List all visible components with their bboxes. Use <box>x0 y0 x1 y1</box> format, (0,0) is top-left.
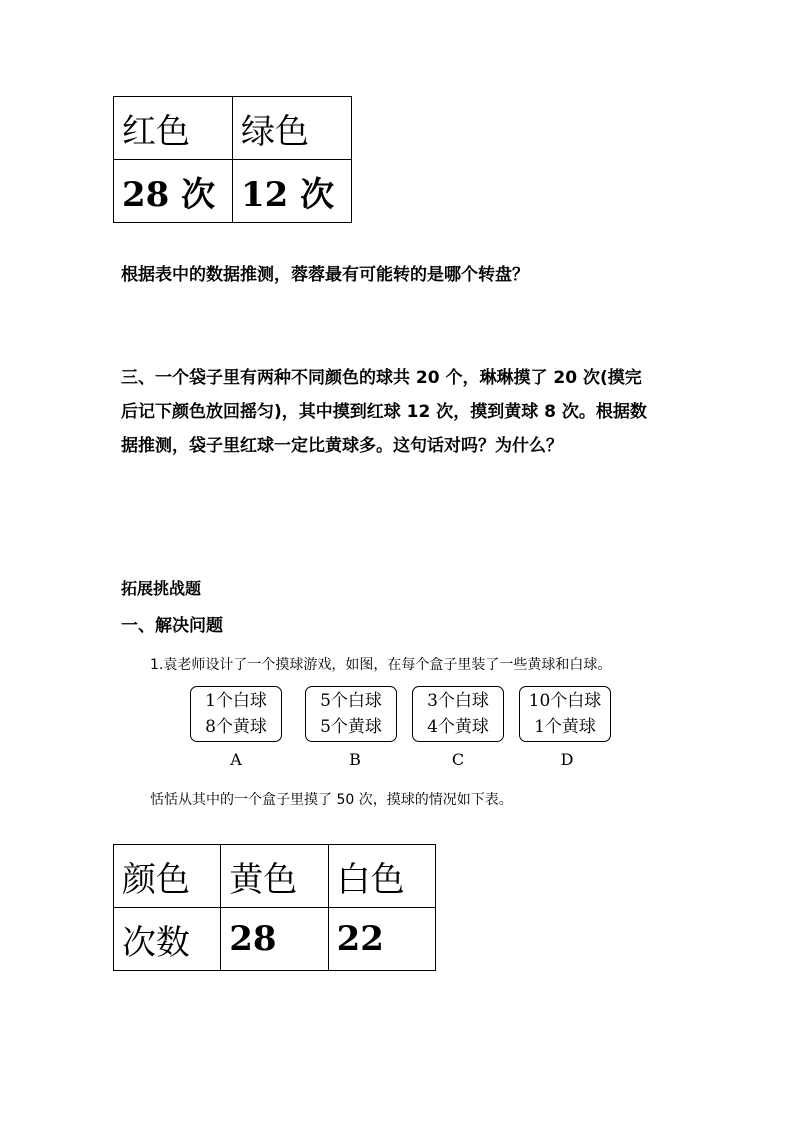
box-label: B <box>349 750 361 769</box>
box-white-count: 5个白球 <box>320 691 382 711</box>
box-yellow-count: 8个黄球 <box>205 717 267 737</box>
question-three <box>121 361 681 463</box>
table-cell-yellow-count: 28 <box>221 908 328 971</box>
question-spinner: 根据表中的数据推测，蓉蓉最有可能转的是哪个转盘？ <box>121 265 529 285</box>
box-yellow-count: 5个黄球 <box>320 717 382 737</box>
spinner-result-table <box>113 96 352 223</box>
box-label: D <box>560 750 574 769</box>
box-yellow-count: 1个黄球 <box>534 717 596 737</box>
box-yellow-count: 4个黄球 <box>427 717 489 737</box>
table-cell-color-header: 颜色 <box>114 845 221 908</box>
box-label: C <box>451 750 465 769</box>
ball-box-a <box>190 686 282 742</box>
table-cell-white-count: 22 <box>328 908 435 971</box>
table-cell-red-header: 红色 <box>114 97 233 160</box>
table-cell-white-header: 白色 <box>328 845 435 908</box>
box-white-count: 3个白球 <box>427 691 489 711</box>
section-heading: 一、解决问题 <box>121 616 223 636</box>
box-white-count: 10个白球 <box>528 691 602 711</box>
ball-box-b <box>305 686 397 742</box>
problem-text: 1.袁老师设计了一个摸球游戏，如图，在每个盒子里装了一些黄球和白球。 <box>150 657 612 673</box>
table-row <box>114 845 436 908</box>
table-row <box>114 160 352 223</box>
followup-text: 恬恬从其中的一个盒子里摸了 50 次，摸球的情况如下表。 <box>150 792 513 808</box>
table-cell-yellow-header: 黄色 <box>221 845 328 908</box>
ball-box-d <box>519 686 611 742</box>
table-cell-count-label: 次数 <box>114 908 221 971</box>
table-cell-red-count: 28 次 <box>114 160 233 223</box>
box-label: A <box>230 750 242 769</box>
question-three-line: 据推测，袋子里红球一定比黄球多。这句话对吗？为什么？ <box>121 436 563 456</box>
question-three-line: 后记下颜色放回摇匀)，其中摸到红球 12 次，摸到黄球 8 次。根据数 <box>121 402 647 422</box>
ball-box-c <box>412 686 504 742</box>
table-row <box>114 908 436 971</box>
draw-result-table <box>113 844 436 971</box>
table-cell-green-header: 绿色 <box>233 97 352 160</box>
table-cell-green-count: 12 次 <box>233 160 352 223</box>
question-three-line: 三、一个袋子里有两种不同颜色的球共 20 个，琳琳摸了 20 次(摸完 <box>121 368 642 388</box>
table-row <box>114 97 352 160</box>
box-white-count: 1个白球 <box>205 691 267 711</box>
extension-title: 拓展挑战题 <box>121 579 202 598</box>
